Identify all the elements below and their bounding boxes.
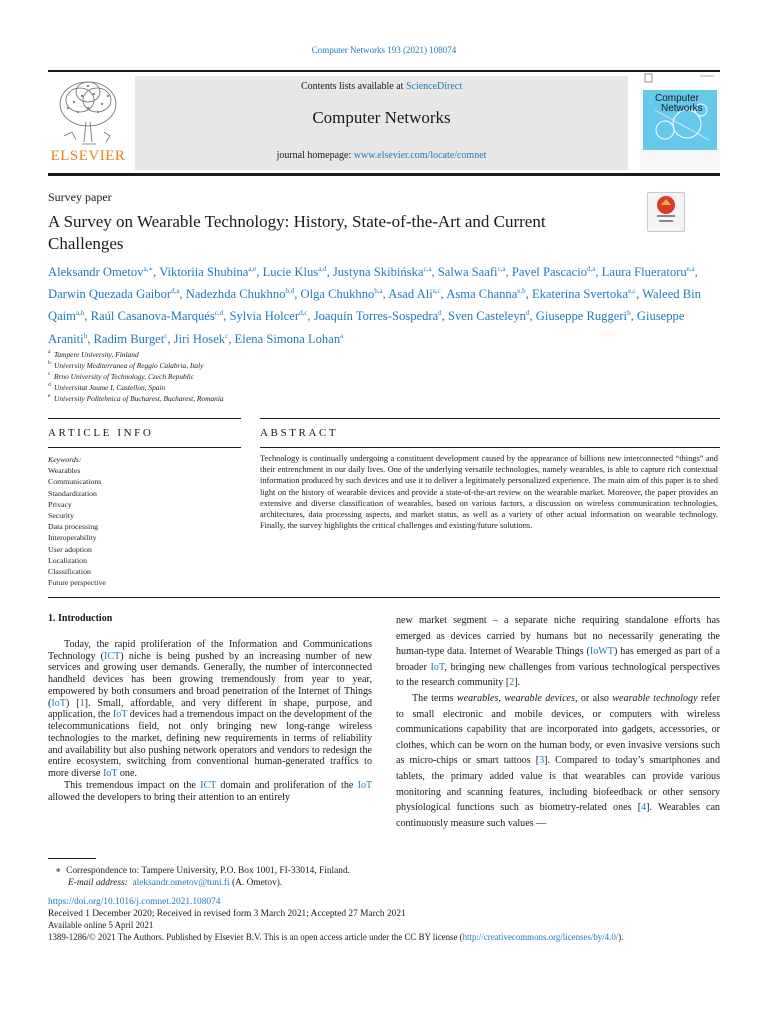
author-name[interactable]: Olga Chukhno: [300, 287, 375, 302]
author-affiliation-marker[interactable]: e,c: [628, 287, 637, 296]
author-affiliation-marker[interactable]: d,a: [171, 287, 180, 296]
section-heading-introduction: 1. Introduction: [48, 613, 113, 624]
author-affiliation-marker[interactable]: a,∗: [143, 265, 154, 273]
journal-banner: [135, 76, 628, 170]
author-name[interactable]: Justyna Skibińska: [332, 265, 424, 280]
text-run: allowed the developers to bring their attention to an entirely: [48, 791, 290, 803]
text-run: ]. Wearables can continuously measure such values —: [396, 802, 720, 829]
body-column-left: [48, 613, 372, 803]
author-name[interactable]: Viktoriia Shubina: [159, 265, 249, 280]
text-run: devices had a tremendous impact on the development of the telecommunications field, not only bringing new long-range wireless technologies to the market, defining new requirements in terms of reliability and availability but also pushing network operators and vendors to redesign the entire ecosystem, switching from conventional human-generated traffics to more diverse: [48, 709, 372, 779]
inline-link[interactable]: 3: [539, 755, 545, 767]
abstract-heading: ABSTRACT: [260, 427, 339, 439]
license-link[interactable]: http://creativecommons.org/licenses/by/4.0/: [462, 932, 619, 943]
author-affiliation-marker[interactable]: c,a: [423, 265, 432, 273]
abstract-rule: [260, 418, 720, 419]
author-name[interactable]: Asma Channa: [446, 287, 518, 302]
text-run: ) has emerged as part of a broader: [396, 646, 720, 673]
author-name[interactable]: Nadezhda Chukhno: [185, 287, 286, 302]
inline-link[interactable]: 1: [79, 697, 85, 709]
doi-link[interactable]: https://doi.org/10.1016/j.comnet.2021.108074: [48, 897, 221, 907]
license-text: 1389-1286/© 2021 The Authors. Published by Elsevier B.V. This is an open access article under the CC BY license (: [48, 932, 463, 943]
text-run: ) [: [65, 697, 80, 709]
author-affiliation-marker[interactable]: a,e: [248, 265, 257, 273]
author-name[interactable]: Joaquín Torres-Sospedra: [313, 309, 439, 324]
keyword-item: Future perspective: [48, 578, 106, 588]
author-name[interactable]: Sven Casteleyn: [447, 309, 526, 324]
author-affiliation-marker[interactable]: d,c: [299, 309, 308, 318]
header-top-rule: [48, 70, 720, 72]
author-affiliation-marker[interactable]: c: [164, 331, 168, 340]
paragraph: [396, 691, 720, 831]
abstract-text: Technology is continually undergoing a constituent development caused by the appearance of billions new interconnected “things” and their entrenchment in our daily lives. One of the underlying versatile technologies, namely wearables, is able to capture rich contextual information produced by such devices and use it to deliver a legitimately personalized experience. The main aim of this paper is to shed light on the history of wearable devices and provide a state-of-the-art review on the wearable market. Moreover, the paper provides an extensive and diverse classification of wearables, based on various factors, a discussion on wireless communication technologies, architectures, data processing aspects, and market status, as well as a variety of other actual information on wearable technology. Finally, the survey highlights the critical challenges and existing/future solutions.: [260, 454, 718, 531]
footnote-star: ∗: [55, 866, 62, 876]
author-name[interactable]: Darwin Quezada Gaibor: [48, 287, 172, 302]
author-affiliation-marker[interactable]: a,d: [318, 265, 327, 273]
author-affiliation-marker[interactable]: d: [438, 309, 442, 318]
text-run: This tremendous impact on the: [64, 779, 201, 791]
author-affiliation-marker[interactable]: e,a: [686, 265, 695, 273]
affiliation-item: [48, 371, 448, 382]
inline-link[interactable]: ICT: [104, 650, 121, 662]
author-affiliation-marker[interactable]: b: [83, 331, 88, 340]
keywords-block: [48, 454, 238, 588]
body-column-right: [396, 613, 720, 831]
text-run: , bringing new challenges from various technological perspectives to the research community [: [396, 661, 720, 689]
affiliation-marker: a: [48, 349, 51, 355]
affiliation-marker: c: [48, 371, 51, 377]
running-header[interactable]: Computer Networks 193 (2021) 108074: [311, 45, 457, 55]
text-run: one.: [117, 768, 137, 779]
text-run: refer to small electronic and mobile devices, or computers with wireless communications capability that are incorporated into gadgets, accessories, or clothes, which can be worn on the human body, or even invasive versions such as micro-chips or smart tattoos [: [396, 692, 721, 767]
text-run: ,: [498, 692, 505, 704]
author-affiliation-marker[interactable]: e,b: [517, 287, 526, 296]
author-affiliation-marker[interactable]: c,d: [214, 309, 224, 318]
cover-top-strip: [640, 72, 720, 92]
author-name[interactable]: Giuseppe Ruggeri: [535, 309, 628, 324]
inline-link[interactable]: 2: [509, 677, 515, 689]
footnote-rule: [48, 858, 96, 859]
inline-link[interactable]: IoT: [430, 661, 445, 673]
author-affiliation-marker[interactable]: a: [340, 331, 344, 340]
author-affiliation-marker[interactable]: d: [525, 309, 530, 318]
email-suffix: (A. Ometov).: [232, 878, 283, 888]
paper-title: A Survey on Wearable Technology: History, State-of-the-Art and Current Challenges: [48, 212, 546, 253]
affiliation-item: [48, 393, 448, 404]
contents-line: [135, 81, 628, 92]
affiliation-text: University Mediterranea of Reggio Calabria, Italy: [54, 361, 204, 370]
author-affiliation-marker[interactable]: b,d: [285, 287, 295, 296]
text-run: , or also: [574, 692, 613, 704]
author-name[interactable]: Raúl Casanova-Marqués: [90, 309, 215, 324]
journal-homepage-link[interactable]: www.elsevier.com/locate/comnet: [353, 150, 487, 161]
paragraph: [396, 613, 720, 691]
keyword-item: Classification: [48, 567, 91, 577]
keyword-item: Communications: [48, 477, 102, 487]
affiliation-item: [48, 360, 448, 371]
author-affiliation-marker[interactable]: b,a: [374, 287, 383, 296]
license-line: [48, 932, 728, 944]
keyword-item: Localization: [48, 555, 87, 565]
affiliation-text: Brno University of Technology, Czech Republic: [54, 372, 195, 381]
article-info-rule-lower: [48, 447, 241, 448]
emphasis-text: wearable devices: [504, 692, 575, 704]
inline-link[interactable]: IoT: [112, 709, 128, 721]
elsevier-tree-icon: [56, 78, 120, 146]
sciencedirect-link[interactable]: ScienceDirect: [405, 81, 463, 92]
body-divider-rule: [48, 597, 720, 598]
author-name[interactable]: Waleed Bin Qaim: [48, 287, 701, 324]
author-name[interactable]: Asad Ali: [388, 287, 433, 302]
abstract-rule-lower: [260, 447, 720, 448]
cover-title-line1: Computer: [655, 93, 699, 104]
front-matter: [48, 897, 728, 944]
text-run: new market segment – a separate niche requiring standalone efforts has emerged as devices carried by humans but no necessarily generating the human-type data. Internet of Wearable Things (: [396, 615, 720, 658]
correspondence-footnote: [48, 865, 720, 889]
text-run: domain and proliferation of the: [216, 779, 358, 791]
author-affiliation-marker[interactable]: c: [225, 331, 229, 340]
text-run: ]. Compared to today’s smartphones and tablets, the primary added value is that wearables can provide various monitoring and scanning features, including biofeedback or other sensory physiological functions such as biometry-related ones [: [396, 755, 720, 814]
author-name[interactable]: Lucie Klus: [262, 265, 319, 280]
journal-cover[interactable]: [640, 72, 720, 170]
keyword-item: Security: [48, 511, 74, 521]
keyword-item: Wearables: [48, 466, 81, 476]
keyword-item: Privacy: [48, 499, 72, 509]
author-name[interactable]: Giuseppe Araniti: [48, 309, 685, 346]
paragraph: [48, 780, 372, 804]
keyword-item: User adoption: [48, 544, 92, 554]
contents-prefix: Contents lists available at: [300, 81, 406, 92]
cover-logo-icon: [640, 72, 720, 92]
keyword-item: Data processing: [48, 522, 99, 532]
received-dates: Received 1 December 2020; Received in revised form 3 March 2021; Accepted 27 March 2021: [48, 908, 406, 919]
cover-title: [655, 94, 703, 114]
paragraph: [48, 639, 372, 780]
keyword-list: [48, 465, 238, 588]
check-for-updates-button[interactable]: [647, 192, 685, 232]
author-name[interactable]: Laura Flueratoru: [601, 265, 687, 280]
author-list: Aleksandr Ometov$^{a,∗}$, Viktoriia Shubina$^{a,e}$, Lucie Klus$^{a,d}$, Justyna Skibińska$^{c,a}$, Salwa Saafi$^{c,a}$, Pavel Pascacio$^{d,a}$, Laura Flueratoru$^{e,a}$, Darwin Quezada Gaibor$^{d,a}$, Nadezhda Chukhno$^{b,d}$, Olga Chukhno$^{b,a}$, Asad Ali$^{a,c}$, Asma Channa$^{e,b}$, Ekaterina Svertoka$^{e,c}$, Waleed Bin Qaim$^{a,b}$, Raúl Casanova-Marqués$^{c,d}$, Sylvia Holcer$^{d,c}$, Joaquín Torres-Sospedra$^d$, Sven Casteleyn$^d$, Giuseppe Ruggeri$^b$, Giuseppe Araniti$^b$, Radim Burget$^c$, Jiri Hosek$^c$, Elena Simona Lohan$^a$: [48, 265, 701, 346]
text-run: ].: [514, 677, 521, 689]
text-run: Today, the rapid proliferation of the Information and Communications Technology (: [48, 638, 372, 662]
keyword-item: Interoperability: [48, 533, 97, 543]
affiliation-marker: d: [48, 382, 51, 388]
article-info-heading: ARTICLE INFO: [48, 427, 154, 439]
text-run: The terms: [412, 692, 457, 704]
inline-link[interactable]: IoT: [51, 697, 66, 709]
affiliation-marker: e: [48, 393, 51, 399]
affiliation-text: Universitat Jaume I, Castellon, Spain: [54, 383, 166, 392]
author-name[interactable]: Aleksandr Ometov: [48, 265, 144, 280]
inline-link[interactable]: ICT: [200, 779, 217, 791]
article-info-rule: [48, 418, 241, 419]
email-link[interactable]: aleksandr.ometov@tuni.fi: [132, 878, 230, 888]
author-affiliation-marker[interactable]: d,a: [587, 265, 596, 273]
author-name[interactable]: Radim Burget: [93, 331, 165, 346]
journal-title: Computer Networks: [312, 108, 451, 127]
inline-link[interactable]: IoT: [102, 768, 118, 779]
affiliation-text: University Politehnica of Bucharest, Bucharest, Romania: [54, 394, 224, 403]
inline-link[interactable]: IoT: [357, 779, 372, 791]
affiliation-text: Tampere University, Finland: [54, 350, 139, 359]
inline-link[interactable]: IoWT: [589, 646, 614, 658]
author-affiliation-marker[interactable]: b: [627, 309, 631, 318]
author-name[interactable]: Ekaterina Svertoka: [531, 287, 629, 302]
journal-homepage-line: [135, 150, 628, 161]
author-affiliation-marker[interactable]: a,c: [432, 287, 441, 296]
license-suffix: ).: [618, 932, 624, 943]
affiliation-marker: b: [48, 360, 51, 366]
author-name[interactable]: Salwa Saafi: [437, 265, 498, 280]
keyword-item: Standardization: [48, 488, 97, 498]
affiliation-list: [48, 349, 448, 404]
correspondence-text: Correspondence to: Tampere University, P.O. Box 1001, FI-33014, Finland.: [66, 866, 351, 876]
available-online: Available online 5 April 2021: [48, 920, 154, 931]
elsevier-wordmark: ELSEVIER: [50, 148, 126, 164]
article-type: Survey paper: [48, 190, 112, 204]
author-name[interactable]: Jiri Hosek: [173, 331, 226, 346]
affiliation-item: [48, 382, 448, 393]
email-label: E-mail address:: [68, 878, 128, 888]
author-name[interactable]: Sylvia Holcer: [229, 309, 300, 324]
header-bottom-rule: [48, 173, 720, 176]
affiliation-item: [48, 349, 448, 360]
emphasis-text: wearable technology: [612, 692, 698, 704]
keywords-label: Keywords:: [48, 455, 82, 464]
emphasis-text: wearables: [456, 692, 499, 704]
text-run: ) niche is being pushed by an increasing number of new services and growing user demands. Generally, the number of interconnected handheld devices has been growing tremendously from year to year, empowered by both consumers and broad penetration of the Internet of Things (: [48, 650, 372, 709]
check-updates-icon: [648, 193, 684, 231]
author-affiliation-marker[interactable]: c,a: [497, 265, 506, 273]
inline-link[interactable]: 4: [641, 802, 647, 814]
cover-title-line2: Networks: [661, 103, 703, 114]
elsevier-logo: [48, 76, 128, 169]
author-name[interactable]: Elena Simona Lohan: [234, 331, 341, 346]
author-affiliation-marker[interactable]: a,b: [75, 309, 85, 318]
author-name[interactable]: Pavel Pascacio: [511, 265, 588, 280]
text-run: ]. Small, affordable, and very different in shape, purpose, and application, the: [48, 697, 372, 721]
homepage-prefix: journal homepage:: [276, 150, 354, 161]
